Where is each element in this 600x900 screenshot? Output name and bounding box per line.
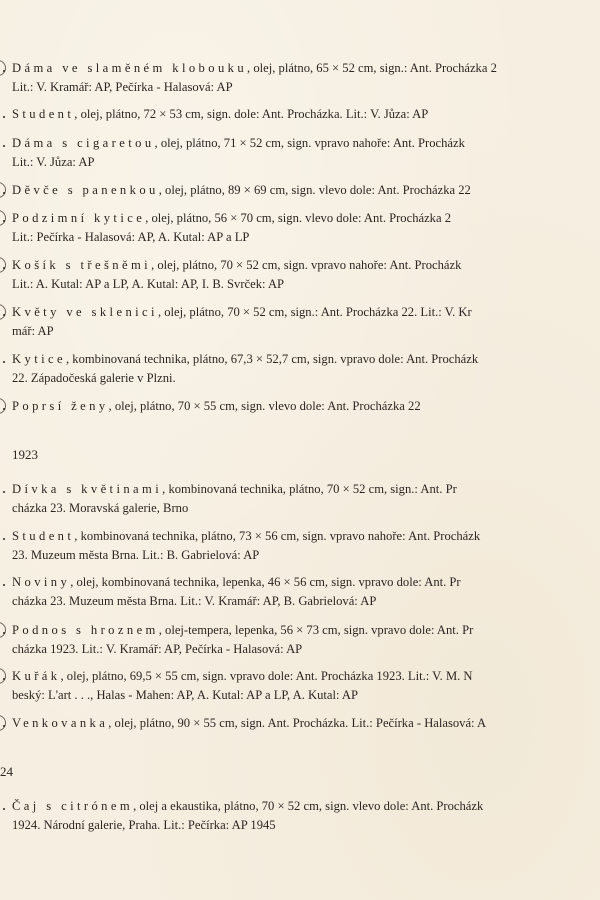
- year-heading: 24: [0, 764, 13, 779]
- artwork-details: , olej, plátno, 56 × 70 cm, sign. vlevo dole: Ant. Procházka 2: [145, 211, 452, 225]
- catalogue-entry: [0, 350, 600, 388]
- artwork-literature: Lit.: A. Kutal: AP a LP, A. Kutal: AP, I. B. Svrček: AP: [12, 277, 285, 291]
- artwork-details: , olej, plátno, 70 × 52 cm, sign.: Ant. Procházka 22. Lit.: V. Kr: [157, 305, 472, 319]
- artwork-details: , olej, plátno, 70 × 52 cm, sign. vpravo nahoře: Ant. Procházk: [151, 258, 462, 272]
- catalogue-entry: [0, 59, 600, 97]
- artwork-details: , olej, plátno, 90 × 55 cm, sign. Ant. Procházka. Lit.: Pečírka - Halasová: A: [108, 716, 487, 730]
- catalogue-entry: [0, 480, 600, 518]
- artwork-literature: Lit.: Pečírka - Halasová: AP, A. Kutal: AP a LP: [12, 230, 250, 244]
- year-heading: 1923: [12, 447, 38, 462]
- artwork-literature: 22. Západočeská galerie v Plzni.: [12, 371, 176, 385]
- catalogue-entry: [0, 181, 600, 200]
- artwork-details: , kombinovaná technika, plátno, 73 × 56 cm, sign. vpravo nahoře: Ant. Procházk: [74, 529, 481, 543]
- catalogue-entry: [0, 714, 600, 733]
- catalogue-entry: [0, 667, 600, 705]
- artwork-literature: 1924. Národní galerie, Praha. Lit.: Pečírka: AP 1945: [12, 818, 276, 832]
- artwork-literature: beský: L'art . . ., Halas - Mahen: AP, A. Kutal: AP a LP, A. Kutal: AP: [12, 688, 359, 702]
- artwork-literature: Lit.: V. Jůza: AP: [12, 155, 95, 169]
- catalogue-entry: [0, 256, 600, 294]
- artwork-literature: cházka 23. Moravská galerie, Brno: [12, 501, 189, 515]
- artwork-title: Čaj s citrónem: [12, 799, 134, 813]
- artwork-title: Děvče s panenkou: [12, 183, 159, 197]
- catalogue-entry: [0, 573, 600, 611]
- catalogue-entry: [0, 105, 600, 124]
- artwork-details: , olej, plátno, 65 × 52 cm, sign.: Ant. Procházka 2: [247, 61, 497, 75]
- artwork-title: Kytice: [12, 352, 66, 366]
- artwork-details: , olej a ekaustika, plátno, 70 × 52 cm, sign. vlevo dole: Ant. Procházk: [133, 799, 484, 813]
- artwork-title: Dáma s cigaretou: [12, 136, 155, 150]
- catalogue-entry: [0, 209, 600, 247]
- catalogue-entry: [0, 134, 600, 172]
- artwork-title: Dívka s květinami: [12, 482, 163, 496]
- artwork-literature: cházka 1923. Lit.: V. Kramář: AP, Pečírka - Halasová: AP: [12, 642, 303, 656]
- artwork-literature: cházka 23. Muzeum města Brna. Lit.: V. Kramář: AP, B. Gabrielová: AP: [12, 594, 377, 608]
- artwork-details: , olej, plátno, 89 × 69 cm, sign. vlevo dole: Ant. Procházka 22: [158, 183, 471, 197]
- artwork-literature: Lit.: V. Kramář: AP, Pečírka - Halasová: AP: [12, 80, 233, 94]
- artwork-details: , kombinovaná technika, plátno, 70 × 52 cm, sign.: Ant. Pr: [162, 482, 457, 496]
- catalogue-entry: [0, 303, 600, 341]
- artwork-literature: 23. Muzeum města Brna. Lit.: B. Gabrielová: AP: [12, 548, 260, 562]
- artwork-details: , olej-tempera, lepenka, 56 × 73 cm, sign. vpravo dole: Ant. Pr: [158, 623, 474, 637]
- artwork-title: Noviny: [12, 575, 71, 589]
- artwork-details: , olej, plátno, 69,5 × 55 cm, sign. vpravo dole: Ant. Procházka 1923. Lit.: V. M. N: [60, 669, 473, 683]
- artwork-title: Podzimní kytice: [12, 211, 146, 225]
- artwork-title: Venkovanka: [12, 716, 109, 730]
- artwork-literature: mář: AP: [12, 324, 54, 338]
- artwork-title: Květy ve sklenici: [12, 305, 158, 319]
- artwork-details: , olej, kombinovaná technika, lepenka, 46 × 56 cm, sign. vpravo dole: Ant. Pr: [70, 575, 461, 589]
- artwork-title: Dáma ve slaměném klobouku: [12, 61, 248, 75]
- catalogue-entry: [0, 397, 600, 416]
- artwork-details: , olej, plátno, 72 × 53 cm, sign. dole: Ant. Procházka. Lit.: V. Jůza: AP: [74, 107, 429, 121]
- artwork-title: Kuřák: [12, 669, 61, 683]
- artwork-title: Podnos s hroznem: [12, 623, 159, 637]
- catalogue-entry: [0, 797, 600, 835]
- catalogue-entry: [0, 527, 600, 565]
- artwork-title: Košík s třešněmi: [12, 258, 152, 272]
- artwork-title: Student: [12, 529, 75, 543]
- artwork-details: , olej, plátno, 70 × 55 cm, sign. vlevo dole: Ant. Procházka 22: [108, 399, 421, 413]
- artwork-details: , kombinovaná technika, plátno, 67,3 × 52,7 cm, sign. vpravo dole: Ant. Procházk: [65, 352, 479, 366]
- catalogue-entry: [0, 621, 600, 659]
- artwork-details: , olej, plátno, 71 × 52 cm, sign. vpravo nahoře: Ant. Procházk: [154, 136, 465, 150]
- artwork-title: Student: [12, 107, 75, 121]
- artwork-title: Poprsí ženy: [12, 399, 109, 413]
